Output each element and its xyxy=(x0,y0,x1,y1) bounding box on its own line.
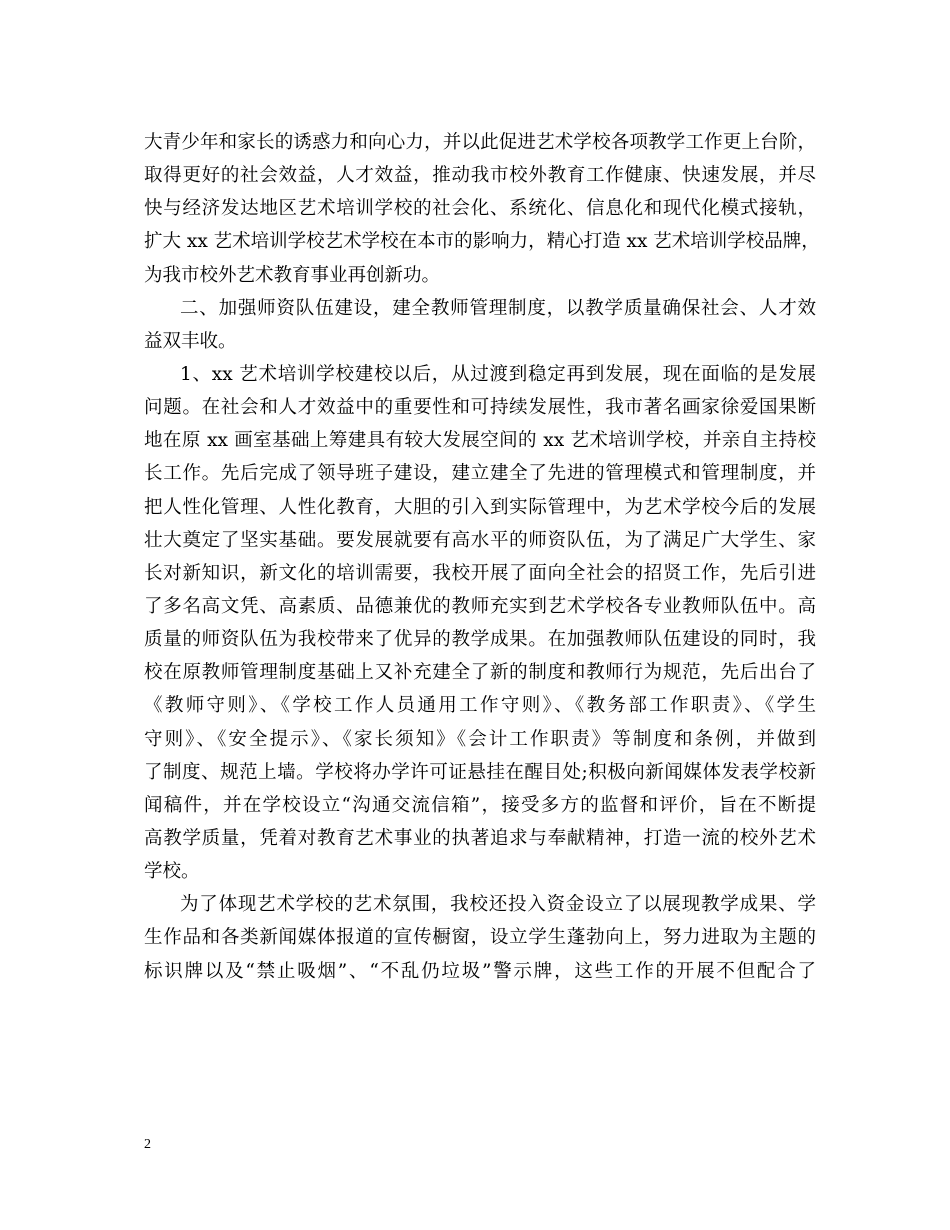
text-line: 守则》、《安全提示》、《家长须知》《会计工作职责》等制度和条例，并做到 xyxy=(144,728,816,750)
text-line: 长对新知识，新文化的培训需要，我校开展了面向全社会的招贤工作，先后引进 xyxy=(144,562,816,584)
text-line: 为我市校外艺术教育事业再创新功。 xyxy=(144,264,441,286)
text-line: 质量的师资队伍为我校带来了优异的教学成果。在加强教师队伍建设的同时，我 xyxy=(144,629,816,651)
text-line: 长工作。先后完成了领导班子建设，建立建全了先进的管理模式和管理制度，并 xyxy=(144,463,816,485)
section-heading-line: 二、加强师资队伍建设，建全教师管理制度，以教学质量确保社会、人才效 xyxy=(180,297,816,319)
document-body xyxy=(144,126,820,988)
text-line: 学校。 xyxy=(144,861,200,883)
text-line: 扩大 xx 艺术培训学校艺术学校在本市的影响力，精心打造 xx 艺术培训学校品牌， xyxy=(144,231,820,253)
text-line: 闻稿件，并在学校设立“沟通交流信箱”，接受多方的监督和评价，旨在不断提 xyxy=(144,794,816,816)
text-line: 地在原 xx 画室基础上筹建具有较大发展空间的 xx 艺术培训学校，并亲自主持校 xyxy=(144,430,816,452)
text-line: 生作品和各类新闻媒体报道的宣传橱窗，设立学生蓬勃向上，努力进取为主题的 xyxy=(144,927,816,949)
text-line: 大青少年和家长的诱惑力和向心力，并以此促进艺术学校各项教学工作更上台阶， xyxy=(144,132,816,153)
text-line: 校在原教师管理制度基础上又补充建全了新的制度和教师行为规范，先后出台了 xyxy=(144,662,816,684)
text-line: 取得更好的社会效益，人才效益，推动我市校外教育工作健康、快速发展，并尽 xyxy=(144,165,816,187)
text-line: 了多名高文凭、高素质、品德兼优的教师充实到艺术学校各专业教师队伍中。高 xyxy=(144,595,816,617)
text-line: 把人性化管理、人性化教育，大胆的引入到实际管理中，为艺术学校今后的发展 xyxy=(144,496,816,518)
text-line: 问题。在社会和人才效益中的重要性和可持续发展性，我市著名画家徐爱国果断 xyxy=(144,397,816,419)
text-line: 为了体现艺术学校的艺术氛围，我校还投入资金设立了以展现教学成果、学 xyxy=(180,894,816,916)
text-line: 高教学质量，凭着对教育艺术事业的执著追求与奉献精神，打造一流的校外艺术 xyxy=(144,827,816,849)
text-line: 快与经济发达地区艺术培训学校的社会化、系统化、信息化和现代化模式接轨， xyxy=(144,198,816,220)
page-number: 2 xyxy=(144,1137,151,1152)
text-line: 标识牌以及“禁止吸烟”、“不乱仍垃圾”警示牌，这些工作的开展不但配合了 xyxy=(144,960,816,982)
text-line: 壮大奠定了坚实基础。要发展就要有高水平的师资队伍，为了满足广大学生、家 xyxy=(144,529,816,551)
text-line: 1、xx 艺术培训学校建校以后，从过渡到稳定再到发展，现在面临的是发展 xyxy=(180,363,816,385)
text-line: 《教师守则》、《学校工作人员通用工作守则》、《教务部工作职责》、《学生 xyxy=(144,695,816,717)
text-line: 了制度、规范上墙。学校将办学许可证悬挂在醒目处;积极向新闻媒体发表学校新 xyxy=(144,761,816,783)
section-heading-line: 益双丰收。 xyxy=(144,330,237,352)
